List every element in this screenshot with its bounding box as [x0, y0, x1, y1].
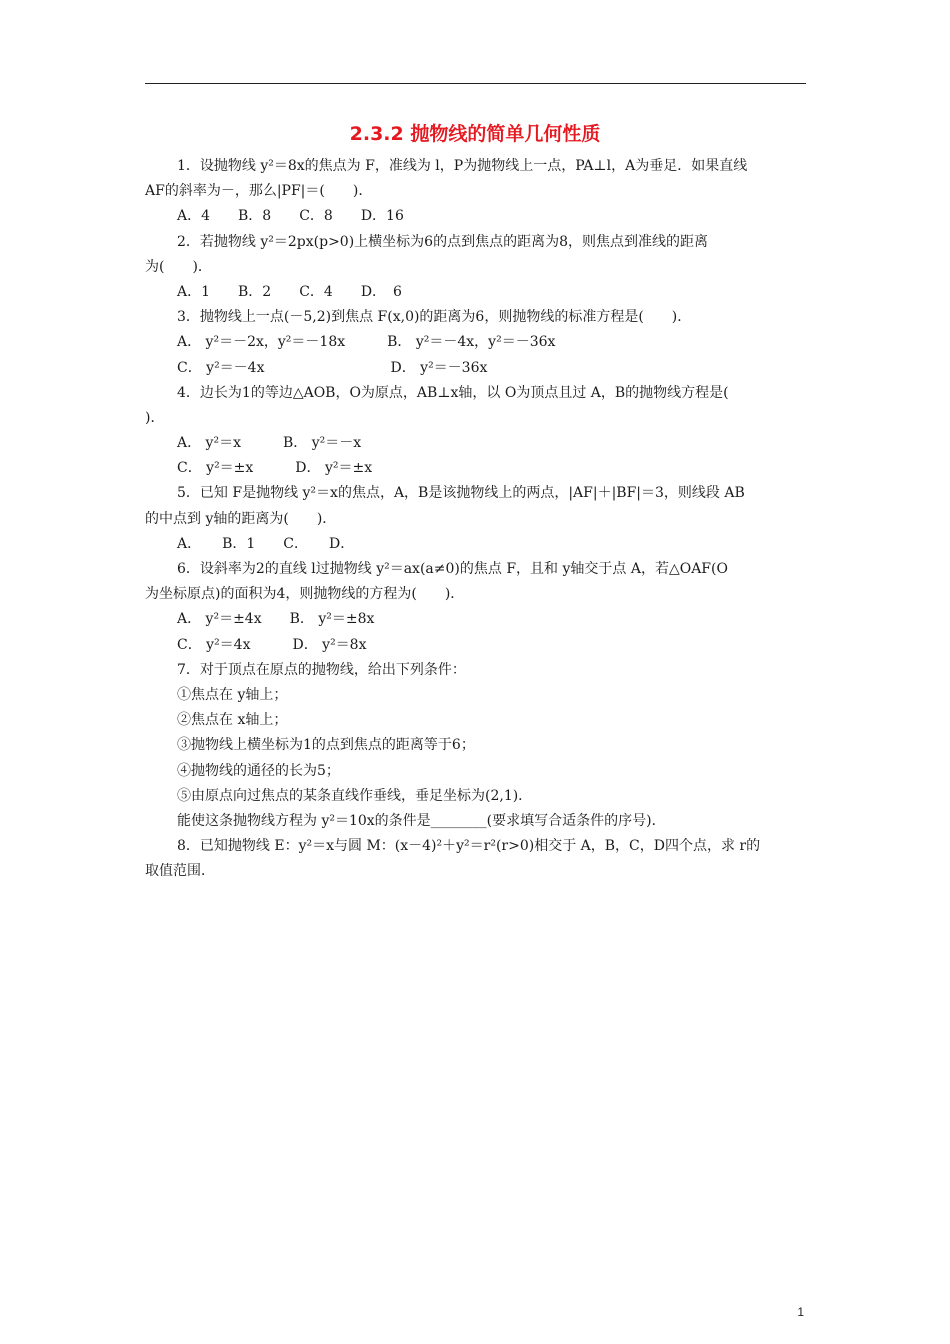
- text-line: 8．已知抛物线 E：y²＝x与圆 M：(x－4)²＋y²＝r²(r>0)相交于 A，B，C，D四个点，求 r的: [177, 838, 761, 855]
- text-line: ⑤由原点向过焦点的某条直线作垂线，垂足坐标为(2,1)．: [177, 787, 533, 804]
- text-line: 能使这条抛物线方程为 y²＝10x的条件是________(要求填写合适条件的序号)．: [177, 812, 666, 829]
- text-line: A．4 B．8 C．8 D．16: [177, 208, 404, 225]
- page-title: 2.3.2 抛物线的简单几何性质: [349, 123, 601, 145]
- text-line: ②焦点在 x轴上；: [177, 712, 288, 729]
- header-rule: [145, 83, 806, 84]
- text-line: C． y²＝±x D． y²＝±x: [177, 460, 373, 477]
- text-line: ①焦点在 y轴上；: [177, 686, 288, 703]
- text-line: A． y²＝±4x B． y²＝±8x: [177, 611, 375, 628]
- text-line: A． B．1 C． D．: [177, 535, 355, 552]
- text-line: C． y²＝4x D． y²＝8x: [177, 636, 367, 653]
- text-line: 6．设斜率为2的直线 l过抛物线 y²＝ax(a≠0)的焦点 F，且和 y轴交于点 A，若△OAF(O: [177, 561, 728, 577]
- text-line: 1．设抛物线 y²＝8x的焦点为 F，准线为 l，P为抛物线上一点，PA⊥l，A为垂足．如果直线: [177, 158, 748, 174]
- text-line: )．: [145, 409, 165, 426]
- text-line: 4．边长为1的等边△AOB，O为原点，AB⊥x轴，以 O为顶点且过 A，B的抛物线方程是(: [177, 384, 729, 401]
- text-line: 取值范围．: [145, 863, 215, 880]
- text-line: 为( )．: [145, 258, 212, 275]
- text-line: 为坐标原点)的面积为4，则抛物线的方程为( )．: [145, 586, 465, 603]
- text-line: 3．抛物线上一点(－5,2)到焦点 F(x,0)的距离为6，则抛物线的标准方程是( )．: [177, 309, 692, 326]
- text-line: ④抛物线的通径的长为5；: [177, 762, 340, 779]
- text-line: 7．对于顶点在原点的抛物线，给出下列条件：: [177, 661, 466, 678]
- text-line: ③抛物线上横坐标为1的点到焦点的距离等于6；: [177, 737, 475, 754]
- text-line: C． y²＝－4x D． y²＝－36x: [177, 359, 488, 376]
- text-line: A．1 B．2 C．4 D． 6: [177, 283, 402, 300]
- text-line: 5．已知 F是抛物线 y²＝x的焦点，A，B是该抛物线上的两点，|AF|＋|BF|＝3，则线段 AB: [177, 485, 745, 502]
- text-line: 2．若抛物线 y²＝2px(p>0)上横坐标为6的点到焦点的距离为8，则焦点到准线的距离: [177, 233, 708, 250]
- text-line: A． y²＝x B． y²＝－x: [177, 435, 362, 452]
- text-line: AF的斜率为－，那么|PF|＝( )．: [145, 183, 373, 200]
- page-number: 1: [797, 1305, 804, 1319]
- exercise-list: [145, 154, 810, 884]
- text-line: A． y²＝－2x，y²＝－18x B． y²＝－4x，y²＝－36x: [177, 334, 556, 351]
- text-line: 的中点到 y轴的距离为( )．: [145, 510, 337, 527]
